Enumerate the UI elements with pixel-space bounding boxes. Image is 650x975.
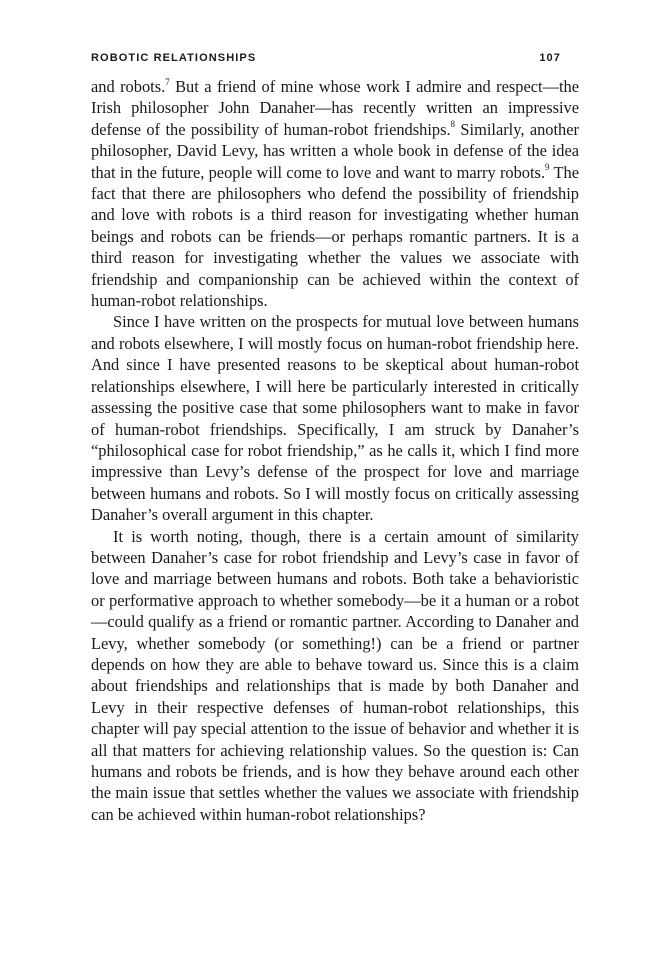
body-text <box>91 76 579 825</box>
running-head <box>91 52 561 68</box>
paragraph-1-part-2: But a friend of mine whose work I admire and respect—the Irish philosopher John Danaher—has recently written an impressive defense of the possibility of human-robot friendships. <box>91 77 579 139</box>
footnote-ref-7[interactable]: 7 <box>165 76 170 87</box>
footnote-ref-8[interactable]: 8 <box>450 119 456 130</box>
paragraph-3: It is worth noting, though, there is a certain amount of similarity between Danaher’s case for robot friendship and Levy’s case in favor of love and marriage between humans and robots. Both take a behavioristic or performative approach to whether somebody—be it a human or a robot—could qualify as a friend or romantic partner. According to Danaher and Levy, whether somebody (or something!) can be a friend or partner depends on how they are able to behave toward us. Since this is a claim about friendships and relationships that is made by both Danaher and Levy in their respective defenses of human-robot relationships, this chapter will pay special attention to the issue of behavior and whether it is all that matters for achieving relationship values. So the question is: Can humans and robots be friends, and is how they behave around each other the main issue that settles whether the values we associate with friendship can be achieved within human-robot relationships? <box>91 526 579 824</box>
paragraph-2: Since I have written on the prospects for mutual love between humans and robots elsewhere, I will mostly focus on human-robot friendship here. And since I have presented reasons to be skeptical about human-robot relationships elsewhere, I will here be particularly interested in critically assessing the positive case that some philosophers want to make in favor of human-robot friendships. Specifically, I am struck by Danaher’s “philosophical case for robot friendship,” as he calls it, which I find more impressive than Levy’s defense of the prospect for love and marriage between humans and robots. So I will mostly focus on critically assessing Danaher’s overall argument in this chapter. <box>91 312 579 525</box>
paragraph-1-part-4: The fact that there are philosophers who defend the possibility of friendship and love with robots is a third reason for investigating whether human beings and robots can be friends—or perhaps romantic partners. It is a third reason for investigating whether the values we associate with friendship and companionship can be achieved within the context of human-robot relationships. <box>91 162 579 311</box>
paragraph-1-part-1: and robots. <box>91 77 166 96</box>
page-number: 107 <box>539 52 561 64</box>
footnote-ref-9[interactable]: 9 <box>545 162 550 173</box>
paragraph-1-part-3: Similarly, another philosopher, David Levy, has written a whole book in defense of the idea that in the future, people will come to love and want to marry robots. <box>91 119 579 182</box>
running-title: ROBOTIC RELATIONSHIPS <box>91 52 257 64</box>
paragraph-1 <box>91 76 579 311</box>
